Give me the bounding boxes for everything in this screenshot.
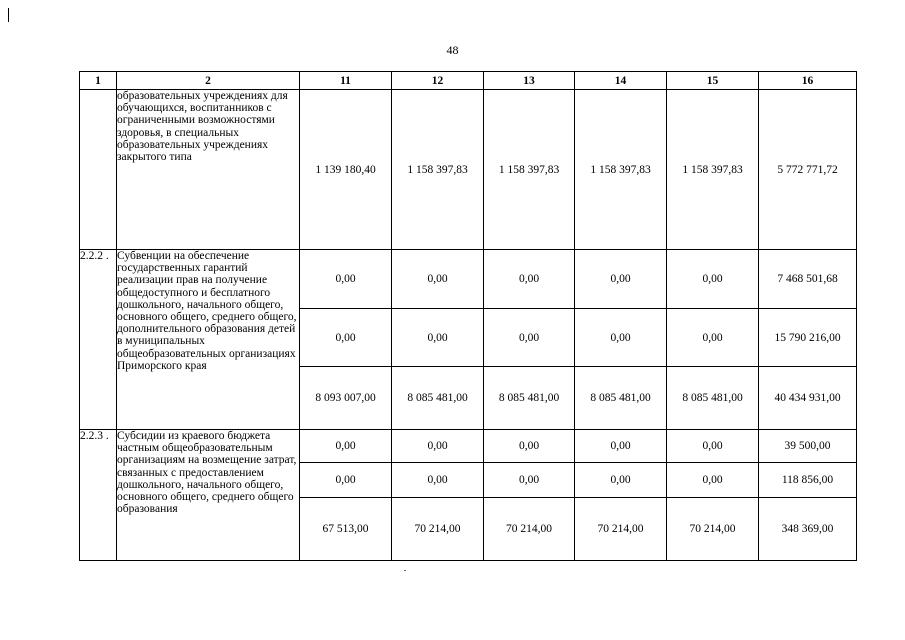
value-cell: 0,00 — [667, 250, 759, 309]
table-row — [80, 90, 857, 250]
scan-speck — [404, 570, 406, 571]
column-header: 15 — [667, 72, 759, 90]
column-header: 12 — [392, 72, 484, 90]
value-cell: 0,00 — [300, 430, 392, 463]
value-cell: 348 369,00 — [759, 498, 857, 561]
row-description: Субсидии из краевого бюджета частным общеобразовательным организациям на возмещение затрат, связанных с предоставлением дошкольного, начального общего, основного общего, среднего общего образования — [117, 430, 300, 561]
column-header: 1 — [80, 72, 117, 90]
value-cell: 0,00 — [484, 309, 575, 367]
value-cell: 1 158 397,83 — [484, 90, 575, 250]
value-cell: 118 856,00 — [759, 463, 857, 498]
value-cell: 0,00 — [484, 463, 575, 498]
value-cell: 0,00 — [392, 309, 484, 367]
page-edge-mark — [8, 8, 9, 22]
table-row — [80, 430, 857, 463]
value-cell: 8 085 481,00 — [484, 367, 575, 430]
row-description: Субвенции на обеспечение государственных гарантий реализации прав на получение общедоступного и бесплатного дошкольного, начального общего, основного общего, среднего общего, дополнительного образования детей в муниципальных общеобразовательных организациях Приморского края — [117, 250, 300, 430]
row-code: 2.2.2 . — [80, 250, 117, 430]
value-cell: 1 158 397,83 — [575, 90, 667, 250]
value-cell: 0,00 — [575, 250, 667, 309]
budget-table — [79, 71, 857, 561]
value-cell: 0,00 — [667, 430, 759, 463]
value-cell: 70 214,00 — [484, 498, 575, 561]
column-header: 2 — [117, 72, 300, 90]
page-number: 48 — [446, 43, 459, 57]
value-cell: 70 214,00 — [667, 498, 759, 561]
value-cell: 0,00 — [667, 309, 759, 367]
value-cell: 5 772 771,72 — [759, 90, 857, 250]
value-cell: 0,00 — [392, 463, 484, 498]
row-code: 2.2.3 . — [80, 430, 117, 561]
column-header: 16 — [759, 72, 857, 90]
value-cell: 0,00 — [300, 309, 392, 367]
value-cell: 0,00 — [392, 430, 484, 463]
value-cell: 8 085 481,00 — [392, 367, 484, 430]
table-row — [80, 250, 857, 309]
column-header: 13 — [484, 72, 575, 90]
value-cell: 70 214,00 — [392, 498, 484, 561]
value-cell: 1 139 180,40 — [300, 90, 392, 250]
header-row — [80, 72, 857, 90]
value-cell: 0,00 — [575, 430, 667, 463]
value-cell: 8 085 481,00 — [575, 367, 667, 430]
row-description: образовательных учреждениях для обучающихся, воспитанников с ограниченными возможностями здоровья, в специальных образовательных учреждениях закрытого типа — [117, 90, 300, 250]
row-code — [80, 90, 117, 250]
value-cell: 1 158 397,83 — [667, 90, 759, 250]
column-header: 11 — [300, 72, 392, 90]
value-cell: 0,00 — [575, 309, 667, 367]
value-cell: 8 093 007,00 — [300, 367, 392, 430]
value-cell: 0,00 — [300, 463, 392, 498]
column-header: 14 — [575, 72, 667, 90]
value-cell: 40 434 931,00 — [759, 367, 857, 430]
value-cell: 7 468 501,68 — [759, 250, 857, 309]
value-cell: 1 158 397,83 — [392, 90, 484, 250]
value-cell: 8 085 481,00 — [667, 367, 759, 430]
value-cell: 67 513,00 — [300, 498, 392, 561]
value-cell: 0,00 — [392, 250, 484, 309]
value-cell: 0,00 — [300, 250, 392, 309]
value-cell: 39 500,00 — [759, 430, 857, 463]
value-cell: 0,00 — [667, 463, 759, 498]
value-cell: 0,00 — [575, 463, 667, 498]
value-cell: 0,00 — [484, 430, 575, 463]
value-cell: 0,00 — [484, 250, 575, 309]
value-cell: 15 790 216,00 — [759, 309, 857, 367]
value-cell: 70 214,00 — [575, 498, 667, 561]
